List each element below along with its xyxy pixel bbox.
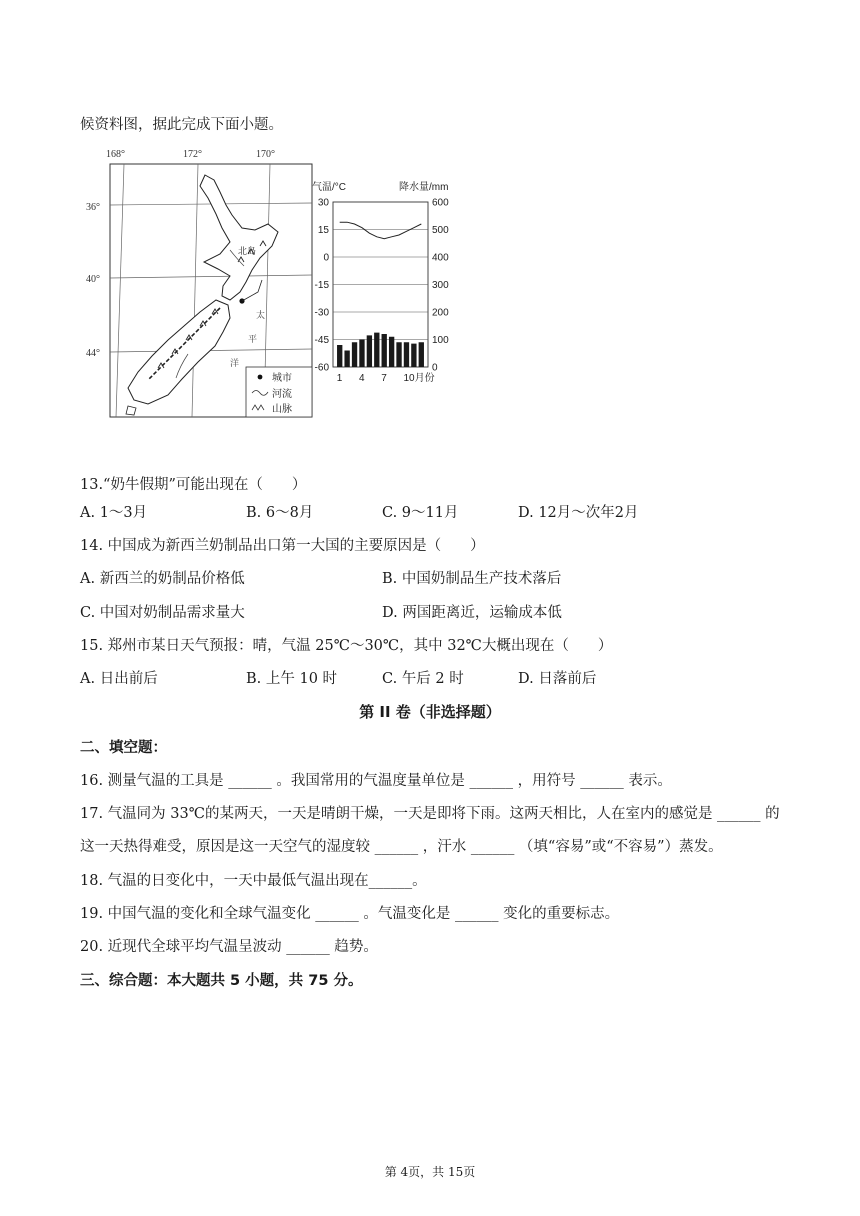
precipitation-tick-label: 100 [432, 335, 449, 346]
month-tick-label: 10月份 [403, 373, 435, 384]
legend-label: 河流 [272, 389, 292, 400]
lat-label: 40° [86, 274, 100, 285]
sea-label: 洋 [230, 359, 240, 369]
month-tick-label: 7 [381, 373, 387, 384]
sea-label: 平 [248, 335, 258, 345]
figure [80, 142, 460, 422]
temperature-tick-label: 15 [317, 225, 329, 236]
question-15-option-b[interactable]: B. 上午 10 时 [246, 671, 338, 687]
fill-heading: 二、填空题： [80, 740, 167, 756]
intro-text: 候资料图，据此完成下面小题。 [80, 117, 283, 133]
page-footer: 第 4页，共 15页 [384, 1165, 476, 1179]
precipitation-bar [337, 345, 342, 367]
climate-chart [312, 180, 449, 384]
precipitation-axis-label: 降水量/mm [399, 182, 449, 193]
lat-label: 44° [86, 348, 100, 359]
temperature-tick-label: -45 [314, 335, 329, 346]
precipitation-bar [419, 342, 424, 367]
south-island [128, 300, 230, 404]
section-2-title: 第 II 卷（非选择题） [359, 703, 501, 721]
lat-label: 36° [86, 202, 100, 213]
question-13-option-b[interactable]: B. 6～8月 [246, 505, 314, 521]
precipitation-bar [359, 340, 364, 368]
temperature-tick-label: 30 [317, 197, 329, 209]
question-14-option-b[interactable]: B. 中国奶制品生产技术落后 [382, 571, 562, 587]
precipitation-bar [404, 342, 409, 367]
map-legend [246, 367, 312, 417]
temperature-tick-label: 0 [323, 252, 329, 264]
temperature-line [340, 222, 422, 239]
legend-label: 城市 [272, 373, 292, 384]
question-13-stem: 13.“奶牛假期”可能出现在（ ） [80, 477, 307, 493]
question-13-option-d[interactable]: D. 12月～次年2月 [518, 505, 639, 521]
island-label: 北岛 [238, 246, 257, 256]
north-island [200, 175, 278, 300]
precipitation-bar [382, 334, 387, 367]
precipitation-bar [374, 333, 379, 367]
section-3-heading: 三、综合题：本大题共 5 小题，共 75 分。 [80, 973, 363, 989]
precipitation-bar [367, 335, 372, 367]
precipitation-tick-label: 0 [432, 362, 438, 374]
question-15-option-d[interactable]: D. 日落前后 [518, 671, 597, 687]
question-13-option-c[interactable]: C. 9～11月 [382, 505, 459, 521]
temperature-axis-label: 气温/°C [312, 182, 346, 193]
temperature-tick-label: -30 [314, 307, 329, 319]
precipitation-tick-label: 300 [432, 280, 449, 291]
lon-label: 172° [183, 149, 202, 160]
precipitation-bar [389, 337, 394, 367]
precipitation-bar [396, 342, 401, 367]
precipitation-tick-label: 500 [432, 225, 449, 236]
precipitation-tick-label: 400 [432, 252, 449, 264]
city-dot [258, 375, 263, 380]
precipitation-bar [344, 351, 349, 368]
fill-item-16: 16. 测量气温的工具是 ______ 。我国常用的气温度量单位是 ______ ，用符号 ______ 表示。 [80, 773, 672, 789]
question-14-stem: 14. 中国成为新西兰奶制品出口第一大国的主要原因是（ ） [80, 538, 485, 554]
precipitation-bar [411, 344, 416, 367]
fill-item-17-line-2: 这一天热得难受，原因是这一天空气的湿度较 ______ ，汗水 ______ （填“容易”或“不容易”）蒸发。 [80, 839, 723, 855]
question-14-option-c[interactable]: C. 中国对奶制品需求量大 [80, 605, 245, 621]
question-13-option-a[interactable]: A. 1～3月 [80, 505, 148, 521]
question-15-stem: 15. 郑州市某日天气预报：晴，气温 25℃～30℃，其中 32℃大概出现在（ ） [80, 638, 613, 654]
temperature-tick-label: -60 [314, 362, 329, 374]
month-tick-label: 1 [336, 373, 343, 384]
legend-label: 山脉 [272, 404, 292, 415]
fill-item-19: 19. 中国气温的变化和全球气温变化 ______ 。气温变化是 ______ 变化的重要标志。 [80, 906, 620, 922]
lon-label: 168° [106, 149, 125, 160]
lon-label: 170° [256, 149, 275, 160]
question-15-option-a[interactable]: A. 日出前后 [80, 671, 158, 687]
temperature-tick-label: -15 [314, 280, 329, 291]
fill-item-18: 18. 气温的日变化中，一天中最低气温出现在______。 [80, 873, 427, 889]
question-14-option-a[interactable]: A. 新西兰的奶制品价格低 [80, 571, 245, 587]
precipitation-bar [352, 342, 357, 367]
stewart-island [126, 406, 136, 415]
precipitation-tick-label: 200 [432, 307, 449, 319]
precipitation-tick-label: 600 [432, 197, 449, 209]
fill-item-17-line-1: 17. 气温同为 33℃的某两天，一天是晴朗干燥，一天是即将下雨。这两天相比，人在室内的感觉是 ______ 的 [80, 806, 780, 822]
question-14-option-d[interactable]: D. 两国距离近，运输成本低 [382, 605, 562, 621]
sea-label: 太 [256, 311, 266, 321]
month-tick-label: 4 [358, 373, 365, 384]
fill-item-20: 20. 近现代全球平均气温呈波动 ______ 趋势。 [80, 939, 378, 955]
question-15-option-c[interactable]: C. 午后 2 时 [382, 671, 464, 687]
